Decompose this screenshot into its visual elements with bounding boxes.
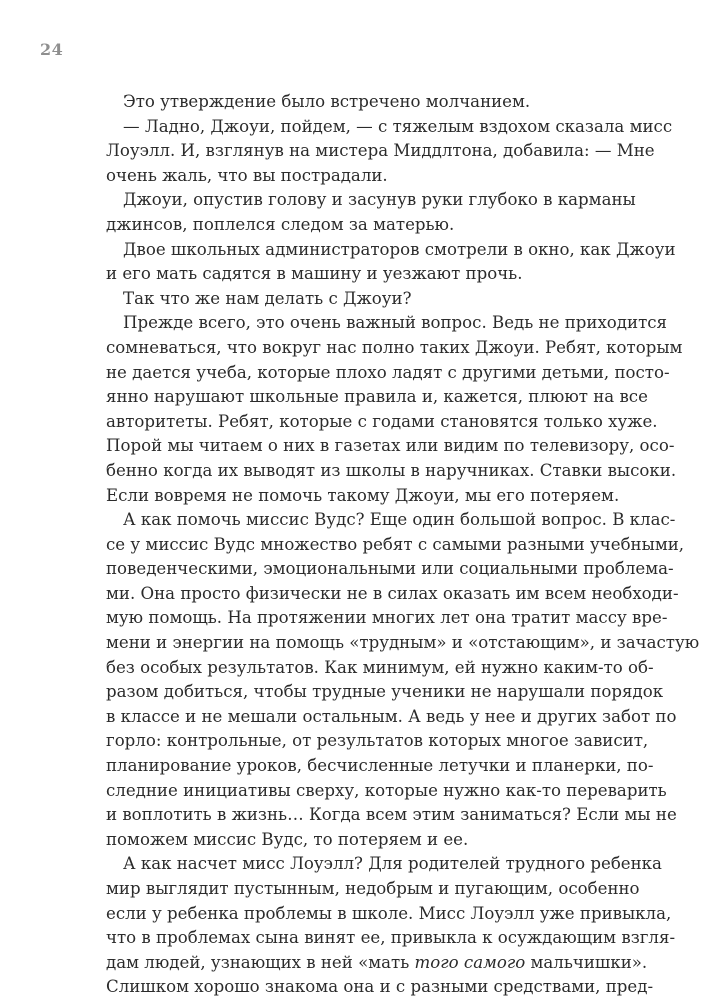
page-number: 24	[40, 40, 64, 59]
text-line: бенно когда их выводят из школы в наручниках. Ставки высоки.	[106, 460, 677, 480]
text-line: и его мать садятся в машину и уезжают прочь.	[106, 264, 523, 284]
text-line: не дается учеба, которые плохо ладят с другими детьми, посто-	[106, 362, 670, 382]
text-line: горло: контрольные, от результатов которых многое зависит,	[106, 731, 649, 751]
text-line: авторитеты. Ребят, которые с годами становятся только хуже.	[106, 411, 658, 431]
text-line-part: дам людей, узнающих в ней «мать	[106, 952, 415, 972]
text-line: мени и энергии на помощь «трудным» и «отстающим», и зачастую	[106, 633, 700, 653]
text-line: Так что же нам делать с Джоуи?	[123, 288, 412, 308]
text-line: планирование уроков, бесчисленные летучки и планерки, по-	[106, 756, 654, 776]
body-text	[106, 90, 700, 1000]
text-line: А как насчет мисс Лоуэлл? Для родителей трудного ребенка	[123, 854, 662, 874]
text-line: Джоуи, опустив голову и засунув руки глубоко в карманы	[123, 190, 636, 210]
text-line: Если вовремя не помочь такому Джоуи, мы его потеряем.	[106, 485, 620, 505]
text-line: следние инициативы сверху, которые нужно как-то переварить	[106, 780, 667, 800]
text-line: се у миссис Вудс множество ребят с самыми разными учебными,	[106, 534, 685, 554]
text-line: Слишком хорошо знакома она и с разными средствами, пред-	[106, 977, 654, 997]
text-line: разом добиться, чтобы трудные ученики не нарушали порядок	[106, 682, 664, 702]
text-line: в классе и не мешали остальным. А ведь у нее и других забот по	[106, 706, 677, 726]
text-line: поведенческими, эмоциональными или социальными проблема-	[106, 559, 674, 579]
text-line: янно нарушают школьные правила и, кажется, плюют на все	[106, 387, 648, 407]
text-line: Двое школьных администраторов смотрели в окно, как Джоуи	[123, 239, 676, 259]
text-line: что в проблемах сына винят ее, привыкла к осуждающим взгля-	[106, 928, 676, 948]
text-line: Прежде всего, это очень важный вопрос. Ведь не приходится	[123, 313, 668, 333]
text-line: мир выглядит пустынным, недобрым и пугающим, особенно	[106, 879, 640, 898]
text-line: очень жаль, что вы пострадали.	[106, 165, 388, 185]
text-line: Это утверждение было встречено молчанием.	[123, 92, 531, 111]
text-line-part: мальчишки».	[525, 952, 648, 972]
text-line: мую помощь. На протяжении многих лет она тратит массу вре-	[106, 608, 668, 628]
text-line	[106, 951, 648, 976]
text-line: и воплотить в жизнь… Когда всем этим заниматься? Если мы не	[106, 805, 677, 825]
italic-phrase: того самого	[414, 952, 526, 972]
text-line: сомневаться, что вокруг нас полно таких Джоуи. Ребят, которым	[106, 337, 683, 357]
text-line: без особых результатов. Как минимум, ей нужно каким-то об-	[106, 657, 654, 677]
text-line: ми. Она просто физически не в силах оказать им всем необходи-	[106, 583, 679, 603]
text-line: джинсов, поплелся следом за матерью.	[106, 214, 455, 234]
text-line: А как помочь миссис Вудс? Еще один большой вопрос. В клас-	[123, 510, 676, 530]
text-line: — Ладно, Джоуи, пойдем, — с тяжелым вздохом сказала мисс	[123, 116, 673, 136]
text-line: поможем миссис Вудс, то потеряем и ее.	[106, 829, 469, 849]
text-line: Порой мы читаем о них в газетах или видим по телевизору, осо-	[106, 436, 675, 456]
text-line: если у ребенка проблемы в школе. Мисс Лоуэлл уже привыкла,	[106, 903, 672, 923]
text-line: Лоуэлл. И, взглянув на мистера Миддлтона, добавила: — Мне	[106, 141, 655, 161]
